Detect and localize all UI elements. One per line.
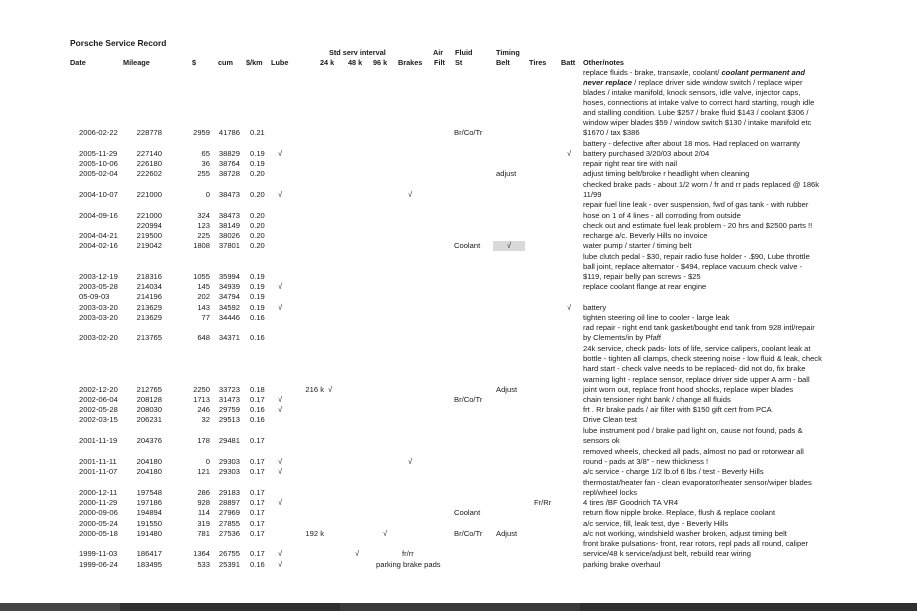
cell-cum: 35994 xyxy=(218,272,240,281)
cell-per-km: 0.20 xyxy=(250,231,265,240)
cell-mileage: 220994 xyxy=(136,221,162,230)
cell-96k: √ xyxy=(355,549,360,558)
cell-date: 2002-06-04 xyxy=(79,395,118,404)
cell-mileage: 213765 xyxy=(136,333,162,342)
cell-cost: 178 xyxy=(197,436,210,445)
cell-cost: 143 xyxy=(197,303,210,312)
cell-lube: √ xyxy=(278,149,283,158)
cell-mileage: 191550 xyxy=(136,519,162,528)
cell-per-km: 0.17 xyxy=(250,457,265,466)
cell-cum: 38764 xyxy=(218,159,240,168)
cell-cost: 533 xyxy=(197,560,210,569)
cell-cum: 38473 xyxy=(218,190,240,199)
note-line: warning light - replace sensor, replace driver side upper A arm - ball xyxy=(583,375,810,384)
note-line: sensors ok xyxy=(583,436,620,445)
cell-date: 2001-11-11 xyxy=(79,457,117,466)
cell-cost: 65 xyxy=(201,149,210,158)
cell-cost: 781 xyxy=(197,529,210,538)
cell-brakes: √ xyxy=(408,457,413,466)
cell-per-km: 0.17 xyxy=(250,519,265,528)
cell-cost: 0 xyxy=(205,457,210,466)
cell-mileage: 197186 xyxy=(136,498,162,507)
cell-date: 2004-09-16 xyxy=(79,211,118,220)
cell-cost: 121 xyxy=(197,467,210,476)
cell-brakes: parking brake pads xyxy=(376,560,441,569)
note-line: a/c service - charge 1/2 lb.of 6 lbs / test - Beverly Hills xyxy=(583,467,764,476)
cell-cost: 255 xyxy=(197,169,210,178)
cell-date: 2006-02-22 xyxy=(79,128,118,137)
cell-cost: 286 xyxy=(197,488,210,497)
cell-cost: 2959 xyxy=(193,128,210,137)
cell-cost: 225 xyxy=(197,231,210,240)
taskbar xyxy=(0,603,917,611)
cell-date: 2000-05-24 xyxy=(79,519,118,528)
cell-cum: 27969 xyxy=(218,508,240,517)
cell-date: 2005-10-06 xyxy=(79,159,118,168)
cell-timing-belt: Adjust xyxy=(496,529,518,538)
header-fluid: Fluid xyxy=(455,48,473,57)
cell-48k: √ xyxy=(328,385,333,394)
cell-date: 2005-02-04 xyxy=(79,169,118,178)
cell-date: 2002-12-20 xyxy=(79,385,118,394)
cell-cum: 27536 xyxy=(218,529,240,538)
note-line: recharge a/c. Beverly Hills no invoice xyxy=(583,231,708,240)
note-line: round - pads at 3/8" - new thickness ! xyxy=(583,457,709,466)
header-brakes: Brakes xyxy=(398,58,423,67)
cell-fluid: Coolant xyxy=(454,241,481,250)
cell-lube: √ xyxy=(278,498,283,507)
note-line: never replace / replace driver side window switch / replace wiper xyxy=(583,78,803,87)
cell-fluid: Coolant xyxy=(454,508,481,517)
taskbar-segment xyxy=(0,603,120,611)
cell-date: 2001-11-19 xyxy=(79,436,118,445)
cell-cost: 32 xyxy=(201,415,210,424)
cell-per-km: 0.17 xyxy=(250,529,265,538)
cell-fluid: Br/Co/Tr xyxy=(454,128,483,137)
note-line: front brake pulsations- front, rear rotors, repl pads all round, caliper xyxy=(583,539,808,548)
note-line: hoses, connections at intake valve to correct hard starting, rough idle xyxy=(583,98,815,107)
header-batt: Batt xyxy=(561,58,576,67)
cell-per-km: 0.19 xyxy=(250,292,265,301)
cell-cum: 26755 xyxy=(218,549,240,558)
cell-per-km: 0.19 xyxy=(250,272,265,281)
cell-per-km: 0.17 xyxy=(250,498,265,507)
cell-date: 2003-03-20 xyxy=(79,303,118,312)
note-line: repair right rear tire with nail xyxy=(583,159,678,168)
note-line: battery purchased 3/20/03 about 2/04 xyxy=(583,149,710,158)
cell-date: 1999-11-03 xyxy=(79,549,118,558)
cell-lube: √ xyxy=(278,405,283,414)
cell-cum: 34939 xyxy=(218,282,240,291)
cell-cum: 25391 xyxy=(218,560,240,569)
note-line: return flow nipple broke. Replace, flush & replace coolant xyxy=(583,508,776,517)
cell-mileage: 212765 xyxy=(136,385,162,394)
cell-mileage: 228778 xyxy=(136,128,162,137)
cell-fluid: Br/Co/Tr xyxy=(454,529,483,538)
note-line: hard start - check valve needs to be replaced- did not do, fix brake xyxy=(583,364,806,373)
note-line: battery xyxy=(583,303,607,312)
note-line: 4 tires /BF Goodrich TA VR4 xyxy=(583,498,679,507)
header-96k: 96 k xyxy=(373,58,388,67)
cell-mileage: 218316 xyxy=(136,272,162,281)
header-std-serv-interval: Std serv interval xyxy=(329,48,386,57)
header-air: Air xyxy=(433,48,444,57)
note-line: hose on 1 of 4 lines - all corroding from outside xyxy=(583,211,741,220)
cell-cost: 246 xyxy=(197,405,210,414)
note-line: frt . Rr brake pads / air filter with $150 gift cert from PCA xyxy=(583,405,772,414)
cell-cum: 29759 xyxy=(218,405,240,414)
note-line: $1670 / tax $386 xyxy=(583,128,640,137)
cell-cum: 41786 xyxy=(218,128,240,137)
note-line: repl/wheel locks xyxy=(583,488,638,497)
cell-cum: 29183 xyxy=(218,488,240,497)
cell-lube: √ xyxy=(278,303,283,312)
cell-date: 2003-05-28 xyxy=(79,282,118,291)
cell-cum: 31473 xyxy=(218,395,240,404)
cell-batt: √ xyxy=(567,149,572,158)
note-line: a/c not working, windshield washer broken, adjust timing belt xyxy=(583,529,787,538)
cell-cost: 36 xyxy=(201,159,210,168)
cell-mileage: 213629 xyxy=(136,313,162,322)
cell-cum: 29303 xyxy=(218,457,240,466)
cell-per-km: 0.16 xyxy=(250,405,265,414)
note-line: chain tensioner right bank / change all fluids xyxy=(583,395,731,404)
cell-date: 1999-06-24 xyxy=(79,560,118,569)
cell-lube: √ xyxy=(278,282,283,291)
note-line: battery - defective after about 18 mos. Had replaced on warranty xyxy=(583,139,800,148)
cell-cost: 648 xyxy=(197,333,210,342)
cell-date: 2000-05-18 xyxy=(79,529,118,538)
cell-date: 2000-09-06 xyxy=(79,508,118,517)
cell-date: 2005-11-29 xyxy=(79,149,118,158)
cell-per-km: 0.17 xyxy=(250,488,265,497)
cell-cost: 123 xyxy=(197,221,210,230)
cell-cost: 2250 xyxy=(193,385,210,394)
cell-brakes: fr/rr xyxy=(402,549,414,558)
cell-cum: 29303 xyxy=(218,467,240,476)
cell-brakes: √ xyxy=(383,529,388,538)
cell-per-km: 0.20 xyxy=(250,190,265,199)
note-line: repair fuel line leak - over suspension, fwd of gas tank - with rubber xyxy=(583,200,809,209)
cell-lube: √ xyxy=(278,395,283,404)
cell-fluid: Br/Co/Tr xyxy=(454,395,483,404)
cell-mileage: 208030 xyxy=(136,405,162,414)
cell-timing-belt: Adjust xyxy=(496,385,518,394)
cell-cost: 145 xyxy=(197,282,210,291)
cell-per-km: 0.20 xyxy=(250,211,265,220)
note-line: joint worn out, replace front hood shocks, replace wiper blades xyxy=(583,385,794,394)
note-line: thermostat/heater fan - clean evaporator/heater sensor/wiper blades xyxy=(583,478,812,487)
cell-mileage: 219042 xyxy=(136,241,162,250)
cell-mileage: 204180 xyxy=(136,467,162,476)
cell-date: 2004-10-07 xyxy=(79,190,118,199)
note-line: $119, repair belly pan screws - $25 xyxy=(583,272,701,281)
note-line: check out and estimate fuel leak problem - 20 hrs and $2500 parts !! xyxy=(583,221,813,230)
cell-cost: 928 xyxy=(197,498,210,507)
note-line: and stalling condition. Lube $257 / brake fluid $143 / coolant $306 / xyxy=(583,108,809,117)
cell-lube: √ xyxy=(278,190,283,199)
cell-per-km: 0.16 xyxy=(250,415,265,424)
cell-mileage: 219500 xyxy=(136,231,162,240)
note-line: replace coolant flange at rear engine xyxy=(583,282,707,291)
note-line: lube instrument pod / brake pad light on, cause not found, pads & xyxy=(583,426,803,435)
header-filt: Filt xyxy=(434,58,445,67)
note-line: replace fluids - brake, transaxle, coolant/ coolant permanent and xyxy=(583,68,805,77)
cell-per-km: 0.19 xyxy=(250,282,265,291)
note-line: bottle - tighten all clamps, check steering noise - low fluid & leak, check xyxy=(583,354,822,363)
cell-per-km: 0.21 xyxy=(250,128,265,137)
note-line: rad repair - right end tank gasket/bought end tank from 928 intl/repair xyxy=(583,323,815,332)
cell-per-km: 0.17 xyxy=(250,549,265,558)
cell-cum: 29481 xyxy=(218,436,240,445)
cell-date: 2000-11-29 xyxy=(79,498,118,507)
cell-per-km: 0.16 xyxy=(250,313,265,322)
cell-mileage: 221000 xyxy=(136,211,162,220)
cell-date: 2004-02-16 xyxy=(79,241,118,250)
cell-cum: 33723 xyxy=(218,385,240,394)
cell-mileage: 221000 xyxy=(136,190,162,199)
header-48k: 48 k xyxy=(348,58,363,67)
cell-cum: 38149 xyxy=(218,221,240,230)
cell-cost: 1713 xyxy=(193,395,210,404)
cell-lube: √ xyxy=(278,560,283,569)
cell-per-km: 0.19 xyxy=(250,149,265,158)
cell-cum: 38026 xyxy=(218,231,240,240)
note-line: adjust timing belt/broke r headlight when cleaning xyxy=(583,169,750,178)
header-belt: Belt xyxy=(496,58,510,67)
cell-mileage: 191480 xyxy=(136,529,162,538)
note-line: lube clutch pedal - $30, repair radio fuse holder - .$90, Lube throttle xyxy=(583,252,810,261)
cell-per-km: 0.20 xyxy=(250,221,265,230)
note-line: a/c service, fill, leak test, dye - Beverly Hills xyxy=(583,519,729,528)
cell-date: 2004-04-21 xyxy=(79,231,118,240)
cell-lube: √ xyxy=(278,467,283,476)
taskbar-segment xyxy=(340,603,580,611)
cell-cum: 34446 xyxy=(218,313,240,322)
note-line: ball joint, replace alternator - $494, replace vacuum check valve - xyxy=(583,262,803,271)
note-line: parking brake overhaul xyxy=(583,560,661,569)
cell-tires: Fr/Rr xyxy=(534,498,552,507)
cell-mileage: 204180 xyxy=(136,457,162,466)
cell-cost: 202 xyxy=(197,292,210,301)
cell-mileage: 222602 xyxy=(136,169,162,178)
cell-per-km: 0.17 xyxy=(250,508,265,517)
cell-per-km: 0.19 xyxy=(250,159,265,168)
header-cum: cum xyxy=(218,58,234,67)
cell-per-km: 0.16 xyxy=(250,560,265,569)
cell-24k: 192 k xyxy=(305,529,324,538)
cell-mileage: 227140 xyxy=(136,149,162,158)
cell-mileage: 204376 xyxy=(136,436,162,445)
note-line: by Clements/in by Pfaff xyxy=(583,333,661,342)
cell-cost: 77 xyxy=(201,313,210,322)
note-line: service/48 k service/adjust belt, rebuild rear wiring xyxy=(583,549,751,558)
cell-mileage: 213629 xyxy=(136,303,162,312)
cell-per-km: 0.17 xyxy=(250,395,265,404)
cell-cum: 37801 xyxy=(218,241,240,250)
cell-cost: 1055 xyxy=(193,272,210,281)
cell-brakes: √ xyxy=(408,190,413,199)
cell-mileage: 186417 xyxy=(136,549,162,558)
cell-per-km: 0.16 xyxy=(250,333,265,342)
note-line: checked brake pads - about 1/2 worn / fr and rr pads replaced @ 186k xyxy=(583,180,820,189)
page-title: Porsche Service Record xyxy=(70,38,167,48)
cell-mileage: 194894 xyxy=(136,508,162,517)
header-cost: $ xyxy=(192,58,197,67)
cell-per-km: 0.17 xyxy=(250,467,265,476)
cell-date: 05-09-03 xyxy=(79,292,110,301)
cell-mileage: 183495 xyxy=(136,560,162,569)
cell-24k: 216 k xyxy=(305,385,324,394)
cell-lube: √ xyxy=(278,549,283,558)
cell-per-km: 0.19 xyxy=(250,303,265,312)
cell-mileage: 214034 xyxy=(136,282,162,291)
cell-cum: 38829 xyxy=(218,149,240,158)
cell-per-km: 0.17 xyxy=(250,436,265,445)
cell-per-km: 0.20 xyxy=(250,169,265,178)
header-24k: 24 k xyxy=(320,58,335,67)
cell-date: 2001-11-07 xyxy=(79,467,118,476)
cell-mileage: 197548 xyxy=(136,488,162,497)
note-line: water pump / starter / timing belt xyxy=(583,241,692,250)
cell-date: 2000-12-11 xyxy=(79,488,118,497)
header-mileage: Mileage xyxy=(123,58,150,67)
cell-cost: 1364 xyxy=(193,549,210,558)
header-lube: Lube xyxy=(271,58,289,67)
cell-date: 2003-03-20 xyxy=(79,313,118,322)
note-line: Drive Clean test xyxy=(583,415,638,424)
cell-cost: 319 xyxy=(197,519,210,528)
cell-cum: 38473 xyxy=(218,211,240,220)
cell-date: 2003-12-19 xyxy=(79,272,118,281)
cell-lube: √ xyxy=(278,457,283,466)
cell-per-km: 0.20 xyxy=(250,241,265,250)
header-per-km: $/km xyxy=(246,58,263,67)
cell-cost: 1808 xyxy=(193,241,210,250)
cell-date: 2002-03-15 xyxy=(79,415,118,424)
note-line: tighten steering oil line to cooler - large leak xyxy=(583,313,730,322)
cell-cum: 38728 xyxy=(218,169,240,178)
cell-date: 2002-05-28 xyxy=(79,405,118,414)
header-date: Date xyxy=(70,58,86,67)
cell-cum: 29513 xyxy=(218,415,240,424)
note-line: 11/99 xyxy=(583,190,602,199)
cell-mileage: 208128 xyxy=(136,395,162,404)
cell-mileage: 214196 xyxy=(136,292,162,301)
note-line: window wiper blades $59 / window switch $130 / intake manifold etc xyxy=(583,118,812,127)
cell-cost: 0 xyxy=(205,190,210,199)
cell-cost: 114 xyxy=(197,508,210,517)
cell-cost: 324 xyxy=(197,211,210,220)
cell-cum: 28897 xyxy=(218,498,240,507)
note-line: blades / intake manifold, knock sensors, idle valve, injector caps, xyxy=(583,88,801,97)
cell-cum: 34371 xyxy=(218,333,240,342)
note-line: removed wheels, checked all pads, almost no pad or rotorwear all xyxy=(583,447,804,456)
note-line: 24k service, check pads- lots of life, service calipers, coolant leak at xyxy=(583,344,811,353)
cell-mileage: 206231 xyxy=(136,415,162,424)
cell-cum: 27855 xyxy=(218,519,240,528)
cell-date: 2003-02-20 xyxy=(79,333,118,342)
cell-cum: 34794 xyxy=(218,292,240,301)
cell-batt: √ xyxy=(567,303,572,312)
header-timing: Timing xyxy=(496,48,520,57)
header-st: St xyxy=(455,58,463,67)
cell-cum: 34592 xyxy=(218,303,240,312)
cell-timing-belt: adjust xyxy=(496,169,517,178)
header-tires: Tires xyxy=(529,58,547,67)
cell-per-km: 0.18 xyxy=(250,385,265,394)
cell-mileage: 226180 xyxy=(136,159,162,168)
cell-timing-belt: √ xyxy=(493,241,525,251)
header-other-notes: Other/notes xyxy=(583,58,624,67)
